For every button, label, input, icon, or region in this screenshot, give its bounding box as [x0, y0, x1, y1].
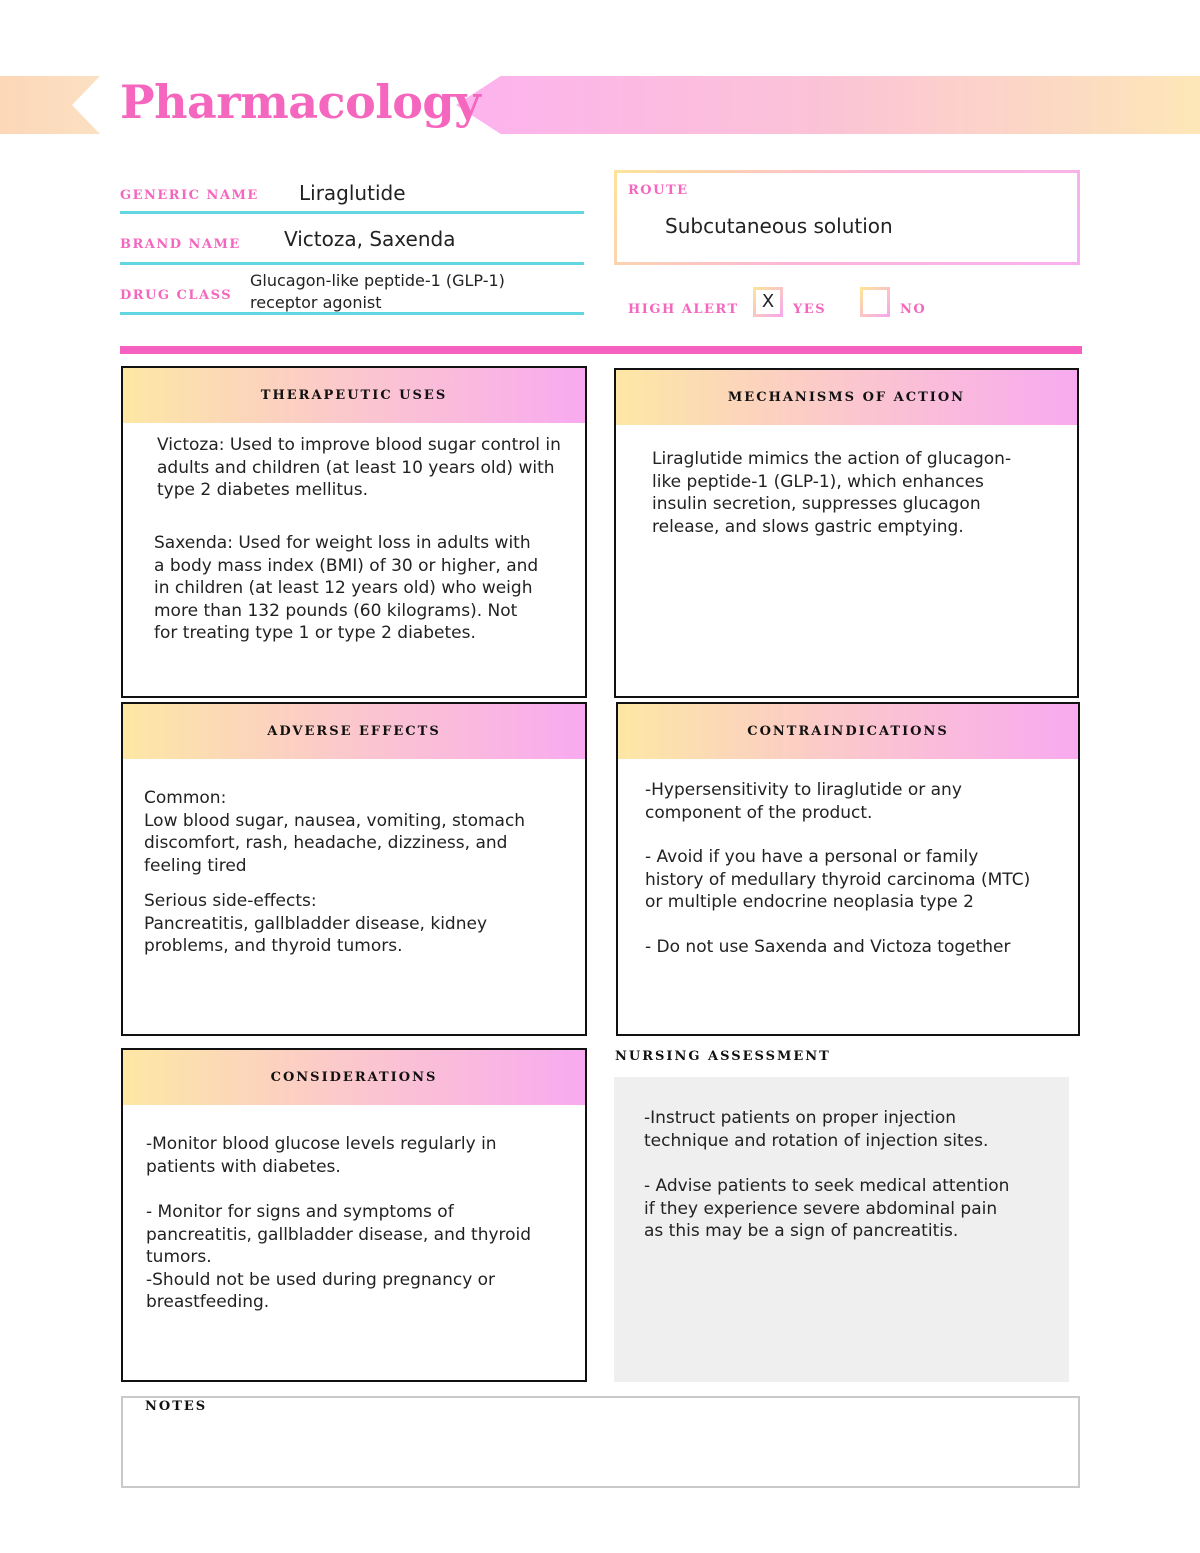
adverse-effects-box — [121, 702, 587, 1036]
considerations-glucose-text: -Monitor blood glucose levels regularly in patients with diabetes. — [146, 1134, 497, 1177]
adverse-effects-serious-text: Serious side-effects: Pancreatitis, gallbladder disease, kidney problems, and thyroid tumors. — [144, 891, 488, 957]
mechanisms-box — [614, 368, 1079, 698]
high-alert-no-checkbox[interactable] — [860, 287, 890, 317]
high-alert-yes-label: YES — [793, 302, 827, 317]
notes-heading: NOTES — [145, 1399, 208, 1414]
drug-class-value[interactable] — [250, 270, 505, 314]
therapeutic-uses-victoza-text: Victoza: Used to improve blood sugar control in adults and children (at least 10 years old) with type 2 diabetes mellitus. — [157, 435, 561, 501]
banner-right-ribbon — [456, 76, 1200, 134]
considerations-monitor-text: - Monitor for signs and symptoms of pancreatitis, gallbladder disease, and thyroid tumors. -Should not be used during pregnancy or breastfeeding. — [146, 1202, 532, 1313]
mechanisms-text: Liraglutide mimics the action of glucagon- like peptide-1 (GLP-1), which enhances insulin secretion, suppresses glucagon release, and slows gastric emptying. — [652, 449, 1012, 537]
brand-name-value[interactable]: Victoza, Saxenda — [284, 227, 456, 251]
contraindications-mtc-text: - Avoid if you have a personal or family history of medullary thyroid carcinoma (MTC) or multiple endocrine neoplasia type 2 — [645, 847, 1031, 913]
contraindications-box — [616, 702, 1080, 1036]
contraindications-heading: CONTRAINDICATIONS — [618, 704, 1078, 759]
considerations-heading: CONSIDERATIONS — [123, 1050, 585, 1105]
considerations-box — [121, 1048, 587, 1382]
banner-left-ribbon — [0, 76, 100, 134]
generic-name-rule — [120, 211, 584, 214]
nursing-pancreatitis-text: - Advise patients to seek medical attention if they experience severe abdominal pain as this may be a sign of pancreatitis. — [644, 1176, 1010, 1242]
nursing-injection-text: -Instruct patients on proper injection technique and rotation of injection sites. — [644, 1108, 989, 1151]
adverse-effects-heading: ADVERSE EFFECTS — [123, 704, 585, 759]
route-label: ROUTE — [628, 183, 689, 198]
contraindications-combination-text: - Do not use Saxenda and Victoza together — [645, 937, 1011, 957]
brand-name-label: BRAND NAME — [120, 237, 241, 252]
mechanisms-heading: MECHANISMS OF ACTION — [616, 370, 1077, 425]
high-alert-label: HIGH ALERT — [628, 302, 739, 317]
brand-name-rule — [120, 262, 584, 265]
therapeutic-uses-box — [121, 366, 587, 698]
drug-class-label: DRUG CLASS — [120, 288, 233, 303]
generic-name-value[interactable]: Liraglutide — [299, 181, 406, 205]
drug-class-line1: Glucagon-like peptide-1 (GLP-1) — [250, 271, 505, 290]
high-alert-yes-checkbox[interactable]: X — [753, 287, 783, 317]
contraindications-hypersensitivity-text: -Hypersensitivity to liraglutide or any component of the product. — [645, 780, 962, 823]
adverse-effects-common-text: Common: Low blood sugar, nausea, vomiting, stomach discomfort, rash, headache, dizziness, and feeling tired — [144, 788, 526, 876]
drug-class-line2: receptor agonist — [250, 293, 382, 312]
generic-name-label: GENERIC NAME — [120, 188, 259, 203]
section-divider — [120, 346, 1082, 354]
route-value[interactable]: Subcutaneous solution — [665, 214, 893, 238]
drug-class-rule — [120, 312, 584, 315]
page-title: Pharmacology — [120, 75, 481, 129]
high-alert-no-label: NO — [900, 302, 927, 317]
notes-box[interactable] — [121, 1396, 1080, 1488]
therapeutic-uses-heading: THERAPEUTIC USES — [123, 368, 585, 423]
nursing-assessment-heading: NURSING ASSESSMENT — [615, 1049, 831, 1064]
therapeutic-uses-saxenda-text: Saxenda: Used for weight loss in adults with a body mass index (BMI) of 30 or higher, and in children (at least 12 years old) who weigh more than 132 pounds (60 kilograms). Not for treating type 1 or type 2 diabetes. — [154, 533, 539, 644]
